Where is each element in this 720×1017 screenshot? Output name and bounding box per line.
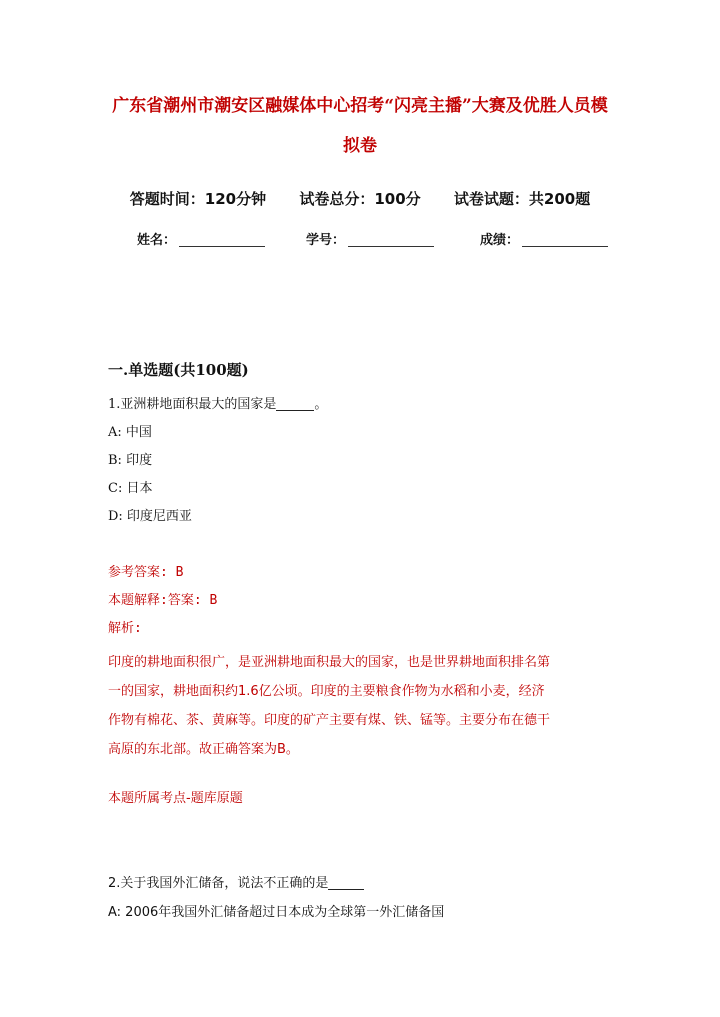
question-1-blank <box>276 397 314 411</box>
question-1-text: 1.亚洲耕地面积最大的国家是 <box>108 397 277 412</box>
section-heading: 一.单选题(共100题) <box>108 361 249 379</box>
analysis-line: 一的国家，耕地面积约1.6亿公顷。印度的主要粮食作物为水稻和小麦，经济 <box>108 684 545 699</box>
student-id-blank[interactable] <box>348 232 434 247</box>
question-2-blank <box>328 876 364 890</box>
question-2-text: 2.关于我国外汇储备，说法不正确的是 <box>108 876 329 891</box>
name-label: 姓名： <box>137 233 177 248</box>
question-1-option-c[interactable]: C: 日本 <box>108 481 153 496</box>
question-1-option-d[interactable]: D: 印度尼西亚 <box>108 509 192 524</box>
exam-question-count: 试卷试题：共200题 <box>453 190 591 208</box>
grade-blank[interactable] <box>522 232 608 247</box>
grade-label: 成绩： <box>480 233 520 248</box>
grade-field[interactable] <box>480 229 608 248</box>
exam-total-score: 试卷总分：100分 <box>299 190 421 208</box>
doc-title-line2: 拟卷 <box>343 136 377 156</box>
question-1-option-a[interactable]: A: 中国 <box>108 425 152 440</box>
question-1 <box>108 396 327 414</box>
question-source: 本题所属考点-题库原题 <box>108 791 243 806</box>
question-2-option-a[interactable]: A: 2006年我国外汇储备超过日本成为全球第一外汇储备国 <box>108 905 445 920</box>
question-1-end: 。 <box>314 397 328 412</box>
analysis-line: 作物有棉花、茶、黄麻等。印度的矿产主要有煤、铁、锰等。主要分布在德干 <box>108 713 551 728</box>
exam-time: 答题时间：120分钟 <box>129 190 267 208</box>
exam-meta <box>0 188 720 209</box>
analysis-line: 印度的耕地面积很广，是亚洲耕地面积最大的国家，也是世界耕地面积排名第 <box>108 655 551 670</box>
answer-explanation: 本题解释:答案: B <box>108 593 218 608</box>
name-field[interactable] <box>137 229 265 248</box>
analysis-label: 解析: <box>108 621 142 636</box>
question-2 <box>108 875 364 893</box>
student-id-label: 学号： <box>306 233 346 248</box>
doc-title-line1: 广东省潮州市潮安区融媒体中心招考“闪亮主播”大赛及优胜人员模 <box>112 96 608 116</box>
analysis-line: 高原的东北部。故正确答案为B。 <box>108 742 299 757</box>
question-1-option-b[interactable]: B: 印度 <box>108 453 153 468</box>
student-id-field[interactable] <box>306 229 434 248</box>
analysis-text <box>108 648 608 764</box>
reference-answer: 参考答案: B <box>108 565 184 580</box>
name-blank[interactable] <box>179 232 265 247</box>
